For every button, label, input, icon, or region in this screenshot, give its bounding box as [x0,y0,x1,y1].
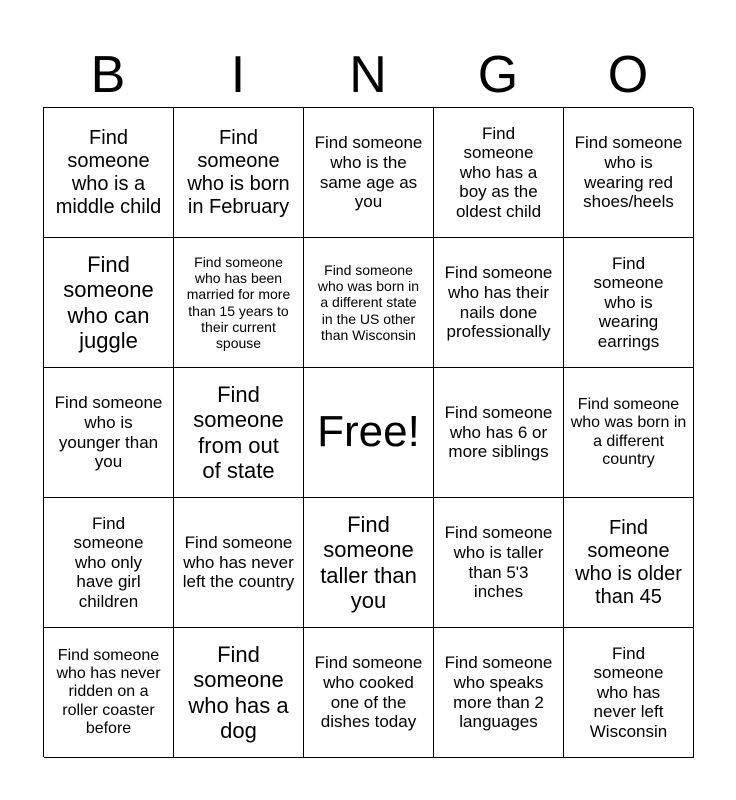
cell-text: Find someone who is a middle child [55,126,162,218]
cell-text: Find someone who is wearing red shoes/heels [574,133,683,212]
header-letter-g: G [477,46,519,104]
bingo-cell[interactable] [174,238,304,368]
bingo-cell[interactable] [564,498,694,628]
cell-text: Find someone who has never left Wisconsin [589,643,668,741]
bingo-board [43,107,693,757]
bingo-cell[interactable] [434,628,564,758]
cell-text: Find someone who has a dog [188,641,289,743]
bingo-cell[interactable] [304,628,434,758]
cell-text: Find someone who can juggle [63,251,154,353]
header-letter-i: I [230,46,246,104]
bingo-cell[interactable] [44,498,174,628]
cell-text: Find someone who has 6 or more siblings [444,403,553,462]
bingo-cell[interactable] [564,108,694,238]
cell-text: Find someone who is younger than you [54,393,163,472]
cell-text: Find someone who is older than 45 [575,516,682,608]
bingo-cell[interactable] [174,368,304,498]
bingo-cell[interactable] [44,108,174,238]
free-space-text: Free! [317,407,420,457]
bingo-cell[interactable] [564,238,694,368]
bingo-cell[interactable] [44,368,174,498]
bingo-cell[interactable] [564,628,694,758]
cell-text: Find someone who cooked one of the dishes today [314,653,423,732]
bingo-cell[interactable] [304,238,434,368]
header-letter-o: O [607,46,649,104]
bingo-cell[interactable] [174,498,304,628]
cell-text: Find someone who has never left the country [182,533,295,592]
bingo-header [43,44,693,106]
cell-text: Find someone who was born in a different country [570,395,687,468]
cell-text: Find someone who has never ridden on a roller coaster before [56,646,161,738]
bingo-cell[interactable] [434,108,564,238]
cell-text: Find someone who is taller than 5'3 inches [444,523,553,602]
bingo-cell[interactable] [304,108,434,238]
bingo-cell[interactable] [434,498,564,628]
free-space[interactable] [304,368,434,498]
cell-text: Find someone who has a boy as the oldest child [455,123,542,221]
bingo-cell[interactable] [434,238,564,368]
cell-text: Find someone who is wearing earrings [593,253,664,351]
cell-text: Find someone who speaks more than 2 languages [444,653,553,732]
bingo-cell[interactable] [174,628,304,758]
cell-text: Find someone from out of state [193,381,284,483]
cell-text: Find someone who has their nails done professionally [444,263,553,342]
cell-text: Find someone who is the same age as you [314,133,423,212]
header-letter-b: B [90,46,126,104]
cell-text: Find someone who has been married for more than 15 years to their current spouse [186,254,291,351]
cell-text: Find someone who is born in February [187,126,290,218]
bingo-cell[interactable] [44,628,174,758]
bingo-cell[interactable] [304,498,434,628]
header-letter-n: N [349,46,387,104]
bingo-cell[interactable] [564,368,694,498]
cell-text: Find someone taller than you [320,511,417,613]
bingo-cell[interactable] [434,368,564,498]
bingo-cell[interactable] [44,238,174,368]
cell-text: Find someone who only have girl children [73,513,144,611]
bingo-cell[interactable] [174,108,304,238]
cell-text: Find someone who was born in a different state in the US other than Wisconsin [317,262,420,343]
